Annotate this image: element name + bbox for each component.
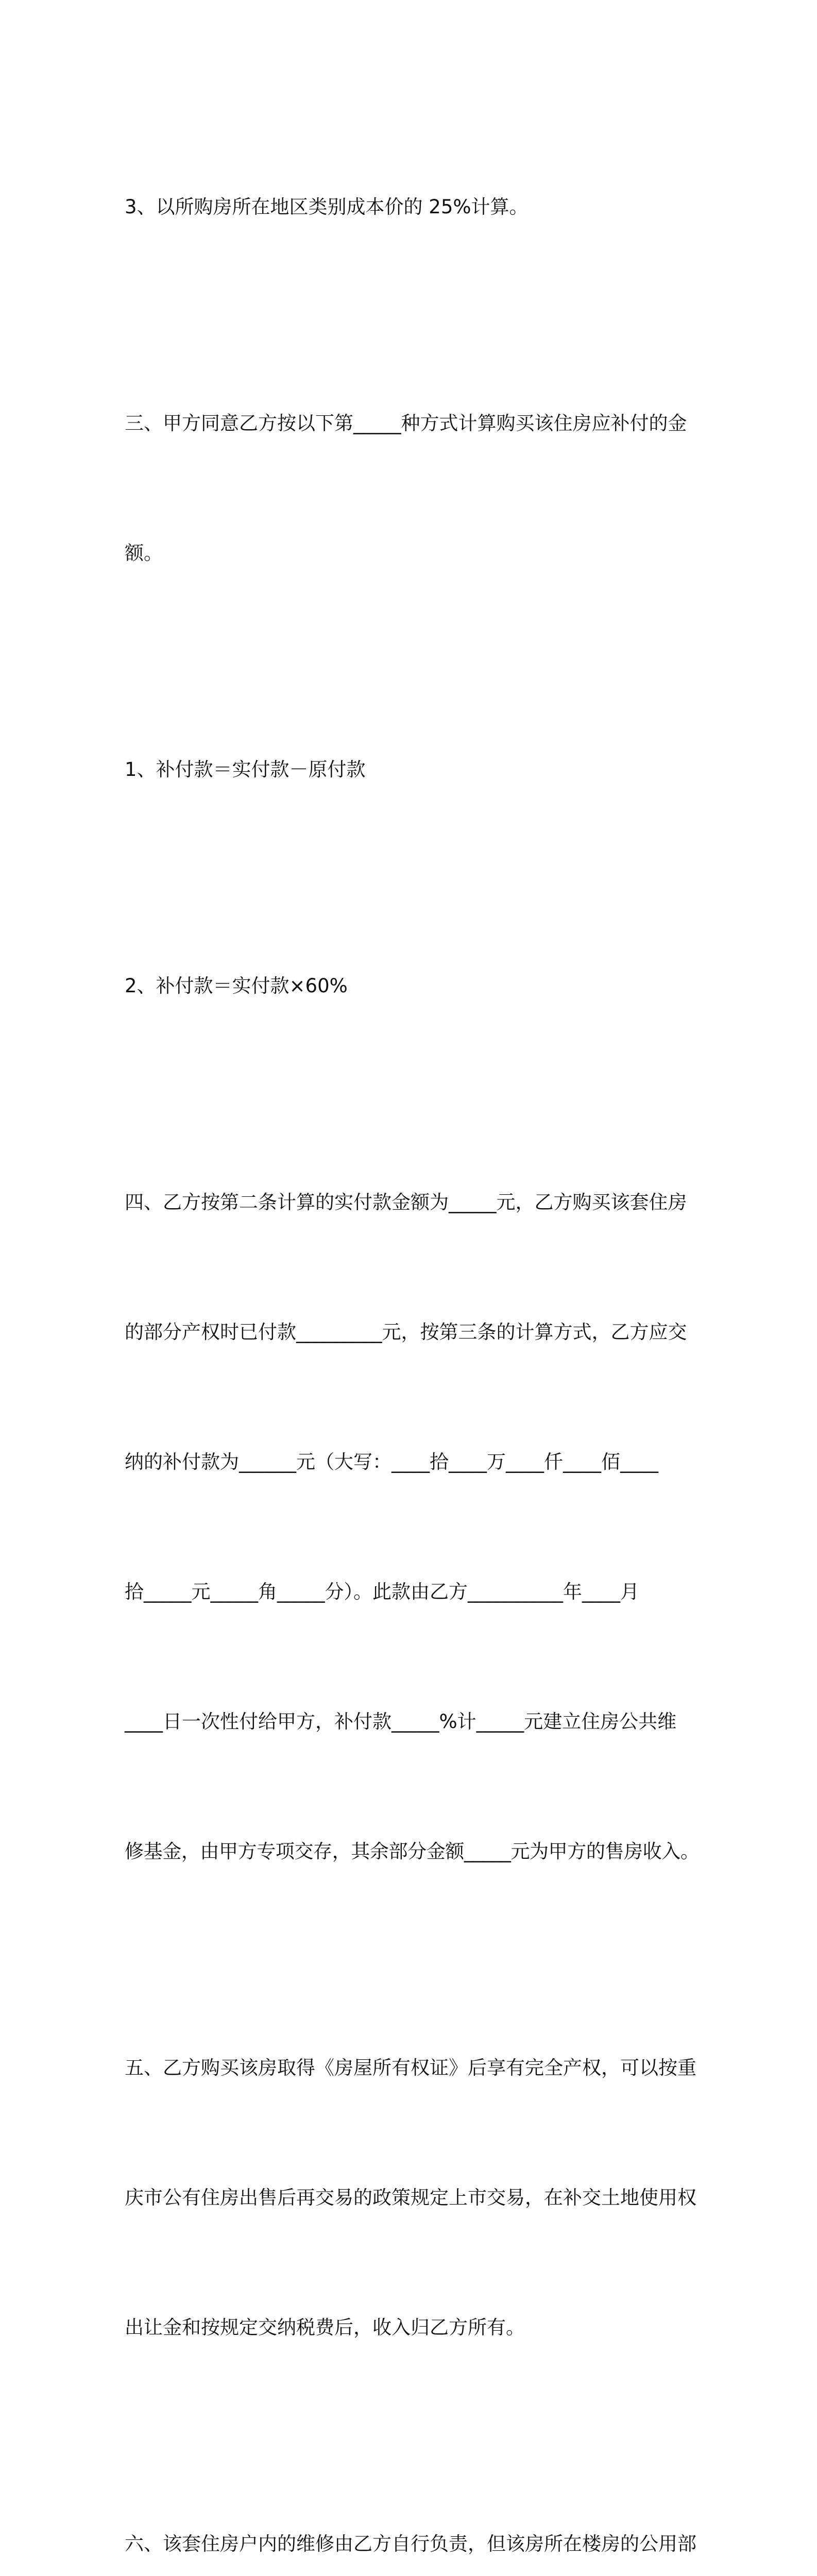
contract-body	[125, 99, 700, 2576]
text-line: 庆市公有住房出售后再交易的政策规定上市交易，在补交土地使用权	[125, 2187, 696, 2209]
formula-1	[125, 662, 700, 878]
clause-three-calculation-method	[125, 315, 700, 662]
clause-six-maintenance	[125, 2436, 700, 2576]
formula-2	[125, 878, 700, 1094]
text-line: 修基金，由甲方专项交存，其余部分金额_____元为甲方的售房收入。	[125, 1840, 700, 1862]
clause-four-payment	[125, 1094, 700, 1960]
text-line: 1、补付款＝实付款－原付款	[125, 758, 366, 781]
text-line: 纳的补付款为______元（大写：____拾____万____仟____佰____	[125, 1451, 658, 1473]
text-line: ____日一次性付给甲方，补付款_____%计_____元建立住房公共维	[125, 1710, 677, 1733]
text-line: 五、乙方购买该房取得《房屋所有权证》后享有完全产权，可以按重	[125, 2057, 696, 2079]
clause-3-25-percent	[125, 99, 700, 315]
clause-five-property-rights	[125, 1960, 700, 2436]
text-line: 四、乙方按第二条计算的实付款金额为_____元，乙方购买该套住房	[125, 1191, 687, 1213]
text-line: 3、以所购房所在地区类别成本价的 25%计算。	[125, 196, 529, 218]
text-line: 三、甲方同意乙方按以下第_____种方式计算购买该住房应补付的金	[125, 412, 687, 434]
text-line: 出让金和按规定交纳税费后，收入归乙方所有。	[125, 2316, 525, 2338]
text-line: 拾_____元_____角_____分）。此款由乙方__________年____月	[125, 1581, 639, 1603]
text-line: 的部分产权时已付款_________元，按第三条的计算方式，乙方应交	[125, 1321, 687, 1343]
text-line: 2、补付款＝实付款×60%	[125, 975, 348, 997]
text-line: 额。	[125, 542, 163, 564]
text-line: 六、该套住房户内的维修由乙方自行负责，但该房所在楼房的公用部	[125, 2533, 696, 2555]
